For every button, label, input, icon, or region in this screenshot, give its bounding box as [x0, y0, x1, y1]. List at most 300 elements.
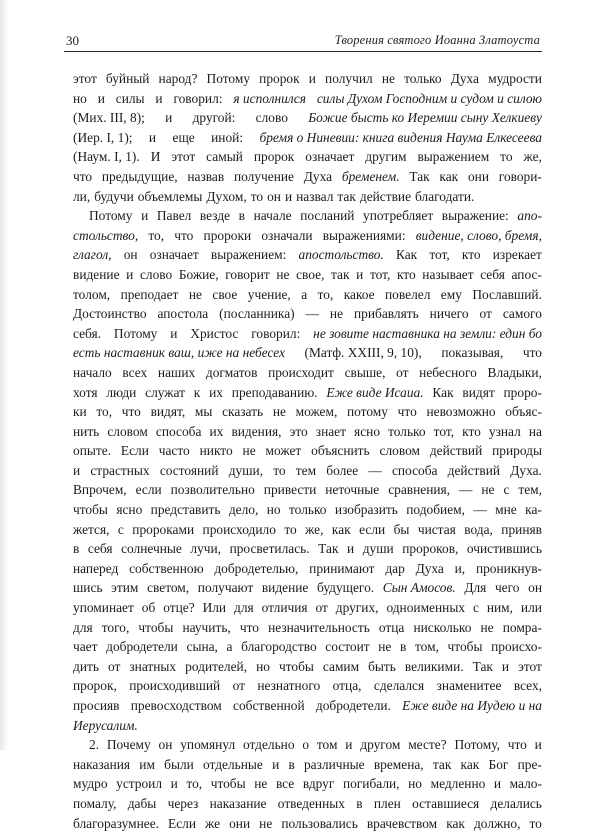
- body-text: [73, 69, 542, 833]
- word: люди: [106, 384, 137, 400]
- word: пророк: [259, 71, 300, 86]
- word: этим: [111, 580, 139, 596]
- word: будучи: [94, 188, 134, 204]
- word: благородство: [241, 639, 317, 655]
- word: не: [381, 71, 395, 86]
- word: начало: [73, 364, 112, 380]
- text-line: [73, 480, 542, 500]
- word: пророков,: [402, 541, 459, 557]
- word: отца: [378, 619, 405, 635]
- word: для: [73, 619, 93, 635]
- word: в: [238, 208, 245, 224]
- word: предыдущие,: [101, 168, 178, 184]
- text-line: [73, 500, 542, 520]
- word: и: [155, 90, 163, 106]
- word: более: [326, 462, 359, 478]
- word: Если: [120, 443, 149, 459]
- word: проро-: [503, 384, 542, 400]
- word: чистая: [417, 521, 456, 537]
- word: Божие,: [178, 266, 219, 282]
- word: этот: [171, 149, 196, 165]
- word: действий: [429, 443, 483, 459]
- text-line: [73, 89, 542, 109]
- word: и: [141, 208, 149, 224]
- word: то: [500, 149, 513, 165]
- word: видят: [462, 384, 495, 400]
- word: изрекает: [492, 247, 542, 263]
- word: но: [266, 502, 281, 518]
- word: изобразить: [334, 502, 398, 518]
- word: превосходством: [130, 698, 222, 713]
- word: медленно: [430, 776, 486, 792]
- text-line: [73, 402, 542, 422]
- word: и: [284, 188, 293, 204]
- word: не: [481, 482, 495, 498]
- text-line: [73, 637, 542, 657]
- word: упоминает: [73, 600, 134, 616]
- word: силы: [115, 90, 145, 106]
- word: не: [259, 815, 273, 831]
- word: так: [337, 188, 356, 204]
- text-line: [73, 520, 542, 540]
- word: Владыки,: [487, 364, 542, 380]
- word: Так: [318, 541, 339, 557]
- word: не: [276, 266, 290, 282]
- word: сделался: [373, 678, 425, 694]
- word: словом: [379, 443, 420, 459]
- word: от: [232, 678, 245, 694]
- word: не: [272, 404, 286, 420]
- word: Как: [395, 247, 418, 263]
- word: не: [242, 443, 256, 459]
- word: должно,: [473, 815, 521, 831]
- word: слово: [255, 110, 288, 126]
- word: то: [250, 188, 264, 204]
- word: что: [174, 227, 194, 243]
- word: страстных: [90, 462, 150, 478]
- word: выражение:: [441, 208, 509, 224]
- text-line: [73, 618, 542, 638]
- word: очистившись: [466, 541, 542, 557]
- word: только: [388, 423, 426, 439]
- word: что: [121, 404, 141, 420]
- word: отличия: [261, 600, 308, 616]
- word: или: [520, 600, 542, 616]
- word: часто: [158, 443, 190, 459]
- word: (Наум. I, 1).: [73, 149, 140, 165]
- word: различные: [303, 756, 365, 772]
- word: с: [472, 600, 479, 616]
- word: и: [501, 658, 510, 674]
- word: как: [446, 815, 465, 831]
- word: происходивший: [129, 678, 221, 694]
- word: же: [205, 815, 221, 831]
- word: как: [439, 168, 459, 184]
- text-line: [73, 774, 542, 794]
- word: собственною: [129, 560, 204, 576]
- word: мы: [194, 404, 213, 420]
- word: но: [408, 776, 422, 792]
- word: Почему: [106, 737, 151, 753]
- word: сравнения,: [388, 482, 451, 498]
- text-line: [73, 363, 542, 383]
- word: что: [397, 404, 417, 420]
- word: помалу,: [73, 795, 117, 811]
- text-line: [73, 285, 542, 305]
- word: всех: [122, 364, 148, 380]
- word: от: [315, 600, 328, 616]
- word: светом,: [147, 580, 190, 596]
- word: о: [302, 737, 310, 753]
- word: Бог: [488, 756, 509, 772]
- word: он: [528, 580, 542, 596]
- word: говорил:: [173, 90, 223, 106]
- word: получают: [197, 580, 254, 596]
- word: то,: [186, 776, 203, 792]
- word: оставшиеся: [412, 795, 480, 811]
- word: плен: [373, 795, 401, 811]
- word: словом: [107, 423, 148, 439]
- word: сына,: [186, 639, 218, 655]
- word: —: [459, 482, 473, 498]
- word: нить: [73, 423, 100, 439]
- word: он: [123, 247, 138, 263]
- word: Так: [472, 658, 493, 674]
- word: 2.: [89, 737, 100, 753]
- word: Для: [464, 580, 487, 596]
- word: —: [368, 462, 382, 478]
- word: тем,: [518, 482, 542, 498]
- text-line: [73, 343, 542, 363]
- text-line: [73, 304, 542, 324]
- word: им: [139, 756, 155, 772]
- text-line: [73, 657, 542, 677]
- word: называет: [422, 266, 474, 282]
- page-number: 30: [66, 33, 79, 48]
- word: назвав: [187, 168, 225, 184]
- word: неточные: [325, 482, 380, 498]
- italic-quote: Божие бысть ко Иеремии сыну Хелкиеву: [308, 110, 542, 126]
- word: начале: [253, 208, 292, 224]
- word: не: [188, 286, 202, 302]
- word: незначительность: [268, 619, 370, 635]
- word: врачевством: [366, 815, 438, 831]
- word: посланий: [300, 208, 355, 224]
- word: ка-: [525, 502, 542, 518]
- running-header: [64, 31, 542, 52]
- word: лучи,: [190, 541, 222, 557]
- word: научить,: [182, 619, 231, 635]
- word: Как: [432, 384, 454, 400]
- text-line: [73, 69, 542, 89]
- italic-quote: ano-: [517, 208, 542, 224]
- italic-quote: Еже виде Исаиа.: [326, 384, 424, 400]
- word: не: [480, 619, 494, 635]
- word: ничего: [429, 306, 469, 322]
- word: вода,: [464, 521, 493, 537]
- text-line: [73, 187, 542, 207]
- word: если: [359, 521, 386, 537]
- word: объемлемы: [137, 188, 203, 204]
- word: что: [507, 737, 527, 753]
- word: другом: [360, 737, 401, 753]
- word: и: [126, 266, 134, 282]
- word: наказания: [73, 756, 131, 772]
- text-line: [73, 383, 542, 403]
- word: представить: [150, 502, 221, 518]
- word: одноименных: [386, 600, 466, 616]
- word: происхо-: [491, 639, 542, 655]
- word: видение: [261, 580, 309, 596]
- word: они: [229, 815, 251, 831]
- italic-quote: видение, слово, бремя,: [415, 227, 542, 243]
- italic-quote: Еже виде на Иудею и на: [402, 698, 542, 713]
- word: что: [522, 345, 542, 361]
- text-line: [73, 794, 542, 814]
- word: солнечные: [121, 541, 182, 557]
- word: узнал: [488, 423, 521, 439]
- word: были: [164, 756, 194, 772]
- italic-quote: не зовите наставника на земли: един бо: [313, 325, 542, 341]
- word: мудрости: [488, 71, 542, 86]
- word: то,: [148, 227, 165, 243]
- text-line: [73, 128, 542, 148]
- word: происходило: [202, 521, 276, 537]
- word: Потому,: [454, 737, 500, 753]
- word: знатных: [129, 658, 177, 674]
- word: действие: [359, 188, 412, 204]
- text-line: [73, 461, 542, 481]
- word: повелел: [385, 286, 431, 302]
- word: мне: [495, 502, 517, 518]
- word: наказание: [209, 795, 267, 811]
- word: видения,: [231, 423, 282, 439]
- italic-quote: бремя о Ниневии: книга видения Наума Елкесеева: [259, 129, 542, 145]
- word: происходит: [268, 364, 334, 380]
- word: Духа: [303, 168, 333, 184]
- word: проникнув-: [475, 560, 542, 576]
- word: Если: [168, 815, 197, 831]
- word: и: [534, 737, 542, 753]
- page-edge-shadow: [0, 0, 8, 750]
- word: от: [479, 306, 492, 322]
- word: души: [362, 541, 394, 557]
- italic-quote: апостольство.: [298, 247, 384, 263]
- word: и: [170, 776, 178, 792]
- word: благоразумнее.: [73, 815, 159, 831]
- word: просияв: [73, 698, 120, 713]
- word: от: [396, 364, 409, 380]
- word: и,: [454, 560, 466, 576]
- word: тем: [295, 462, 317, 478]
- word: показывая,: [441, 345, 504, 361]
- word: чтобы: [447, 639, 483, 655]
- text-line: [73, 226, 542, 246]
- word: отдельно: [242, 737, 295, 753]
- word: позволительно: [170, 482, 255, 498]
- word: и: [493, 776, 502, 792]
- text-line: [73, 676, 542, 696]
- word: он: [267, 188, 281, 204]
- word: отца,: [332, 678, 362, 694]
- text-line: [73, 265, 542, 285]
- word: благодати.: [415, 188, 475, 204]
- word: —: [473, 502, 487, 518]
- word: другой:: [192, 110, 236, 126]
- word: мало-: [509, 776, 542, 792]
- word: погибали,: [342, 776, 400, 792]
- word: чтобы: [278, 658, 314, 674]
- word: но: [73, 90, 87, 106]
- word: прибавлять: [353, 306, 419, 322]
- text-line: [73, 716, 542, 736]
- italic-quote: я исполнился: [233, 90, 306, 106]
- word: нисколько: [413, 619, 472, 635]
- word: видение: [73, 266, 120, 282]
- word: означает: [149, 247, 199, 263]
- word: и: [356, 266, 364, 282]
- word: народ?: [158, 71, 198, 86]
- word: великими.: [404, 658, 464, 674]
- word: пророками: [132, 521, 195, 537]
- word: устроил: [116, 776, 163, 792]
- word: и: [345, 737, 353, 753]
- word: и: [308, 71, 316, 86]
- text-line: [73, 598, 542, 618]
- word: добродетели: [106, 639, 178, 655]
- word: того,: [101, 619, 130, 635]
- word: какое: [343, 286, 375, 302]
- word: и: [97, 90, 105, 106]
- word: кто: [462, 423, 481, 439]
- word: с: [117, 521, 124, 537]
- word: Потому: [206, 71, 251, 86]
- word: отце?: [163, 600, 195, 616]
- word: ним,: [486, 600, 513, 616]
- word: Христос: [190, 325, 239, 341]
- word: объяс-: [505, 404, 542, 420]
- word: добродетелью,: [214, 560, 299, 576]
- italic-quote: силы Духом Господним и судом и силою: [316, 90, 542, 106]
- word: от: [107, 658, 121, 674]
- word: через: [167, 795, 199, 811]
- word: и: [272, 756, 280, 772]
- word: Достоинство: [73, 306, 147, 322]
- word: действий: [447, 462, 501, 478]
- word: (Мих. III, 8);: [73, 110, 145, 126]
- word: ясно: [116, 502, 143, 518]
- word: только: [404, 71, 442, 86]
- word: привести: [263, 482, 317, 498]
- word: будущего.: [317, 580, 375, 596]
- word: говорит: [225, 266, 270, 282]
- word: самого: [502, 306, 542, 322]
- word: состояний: [159, 462, 219, 478]
- word: Духа: [415, 560, 444, 576]
- text-line: [73, 755, 542, 775]
- word: знаменитее: [436, 678, 502, 694]
- word: тот,: [433, 423, 455, 439]
- word: и: [148, 129, 157, 145]
- word: получил: [325, 71, 373, 86]
- word: только: [289, 502, 327, 518]
- text-line: [73, 578, 542, 598]
- word: если: [135, 482, 162, 498]
- word: наперед: [73, 560, 119, 576]
- word: ли,: [73, 188, 91, 204]
- word: пользовались: [281, 815, 358, 831]
- word: слово: [139, 266, 173, 282]
- word: том,: [414, 639, 439, 655]
- word: в: [288, 756, 295, 772]
- word: себя: [480, 266, 505, 282]
- text-line: [73, 422, 542, 442]
- text-line: [73, 245, 542, 265]
- word: то: [273, 462, 286, 478]
- word: с: [503, 482, 510, 498]
- word: как: [331, 521, 351, 537]
- word: означали: [261, 227, 313, 243]
- word: знает: [315, 423, 346, 439]
- word: в: [400, 639, 407, 655]
- word: Или: [202, 600, 227, 616]
- word: можем,: [295, 404, 338, 420]
- word: говорил:: [251, 325, 301, 341]
- word: сказать: [222, 404, 264, 420]
- word: в: [73, 541, 80, 557]
- word: Потому: [113, 325, 158, 341]
- word: способа: [391, 462, 438, 478]
- word: пророк,: [73, 678, 117, 694]
- italic-quote: бременем.: [341, 168, 400, 184]
- word: но: [256, 658, 270, 674]
- word: самый: [206, 149, 243, 165]
- word: толом,: [73, 286, 111, 302]
- word: употребляет: [363, 208, 434, 224]
- text-line: [73, 539, 542, 559]
- word: способа: [155, 423, 202, 439]
- word: так: [331, 266, 350, 282]
- word: этот: [518, 658, 542, 674]
- text-line: [73, 147, 542, 167]
- word: об: [141, 600, 156, 616]
- word: другим: [365, 149, 407, 165]
- word: он: [158, 737, 173, 753]
- word: и: [73, 462, 81, 478]
- word: их: [209, 384, 223, 400]
- word: чтобы: [73, 502, 108, 518]
- word: чтобы: [138, 619, 174, 635]
- word: не: [254, 776, 268, 792]
- word: к: [193, 384, 201, 400]
- word: пророк: [253, 149, 295, 165]
- word: буйный: [105, 71, 150, 86]
- word: как: [460, 756, 480, 772]
- word: том: [316, 737, 338, 753]
- word: и: [165, 110, 173, 126]
- word: то: [529, 815, 542, 831]
- word: что: [73, 168, 93, 184]
- text-line: [73, 814, 542, 833]
- word: может: [265, 443, 302, 459]
- word: делались: [490, 795, 542, 811]
- word: собственной: [233, 698, 305, 713]
- word: апостола: [157, 306, 209, 322]
- word: быть: [368, 658, 396, 674]
- word: этот: [73, 71, 97, 86]
- italic-quote: есть наставник ваш, иже на небесех: [73, 345, 285, 361]
- word: свыше,: [344, 364, 386, 380]
